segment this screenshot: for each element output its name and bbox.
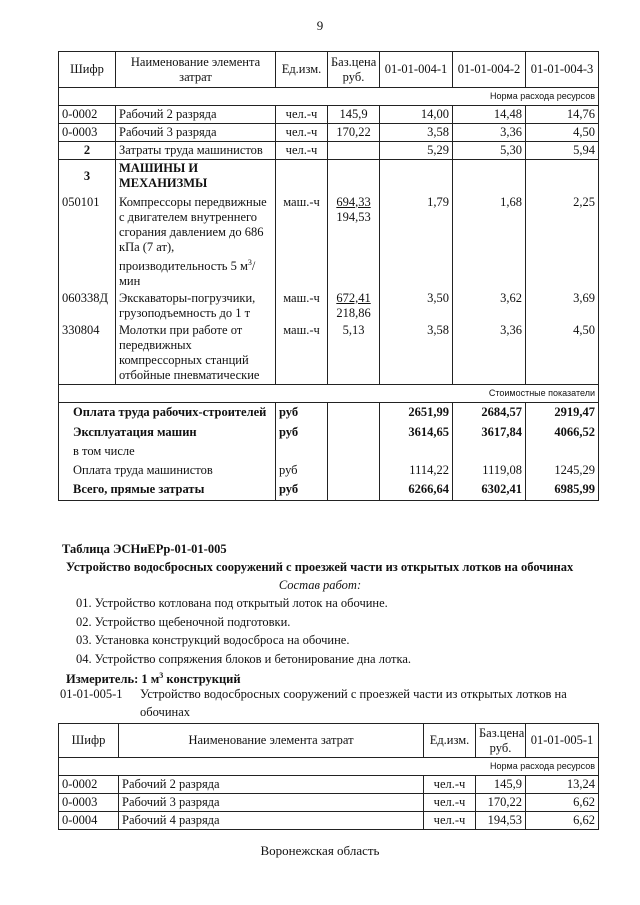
cost-value: 1245,29 [526,460,599,480]
cost-value: 6302,41 [453,480,526,500]
row-unit: чел.-ч [424,794,476,812]
row-price: 145,9 [476,776,526,794]
row-value: 5,29 [380,142,453,160]
row-value: 14,76 [526,106,599,124]
page-footer: Воронежская область [260,843,380,858]
cost-unit: руб [276,480,328,500]
row-value: 1,79 [380,194,453,290]
row-price: 170,22 [476,794,526,812]
cost-unit: руб [276,460,328,480]
header-name: Наименование элемента затрат [119,724,424,758]
section-code: 3 [59,160,116,194]
row-code: 0-0004 [59,812,119,830]
row-code: 0-0002 [59,776,119,794]
table-row [59,322,599,385]
row-value: 1,68 [453,194,526,290]
row-value: 5,30 [453,142,526,160]
row-value: 3,50 [380,290,453,322]
cost-row [59,422,599,442]
row-value: 14,00 [380,106,453,124]
page-number: 9 [316,18,324,33]
row-unit: чел.-ч [276,142,328,160]
section-name: МАШИНЫ И МЕХАНИЗМЫ [116,160,276,194]
row-value: 14,48 [453,106,526,124]
resource-table-1 [58,51,599,501]
item-text: Устройство водосбросных сооружений с проезжей части из открытых лотков на обочинах [140,687,567,719]
cost-row [59,402,599,422]
row-price: 5,13 [328,322,380,385]
row-price: 170,22 [328,124,380,142]
row-value: 4,50 [526,124,599,142]
section-row [59,160,599,194]
cost-value: 1119,08 [453,460,526,480]
cost-row [59,480,599,500]
row-name: Компрессоры передвижные с двигателем внутреннего сгорания давлением до 686 кПа (7 ат), производительность 5 $м^3$/мин [116,194,276,290]
table-row [59,794,599,812]
composition-title: Состав работ: [278,578,362,592]
header-name: Наименование элемента затрат [116,52,276,88]
row-value: 13,24 [526,776,599,794]
cost-value: 6985,99 [526,480,599,500]
cost-value: 2919,47 [526,402,599,422]
row-code: 060338Д [59,290,116,322]
row-value: 5,94 [526,142,599,160]
cost-value: 2684,57 [453,402,526,422]
table-row [59,812,599,830]
cost-value: 2651,99 [380,402,453,422]
table-subtitle: Устройство водосбросных сооружений с проезжей части из открытых лотков на обочинах [66,560,574,574]
cost-label: Стоимостные показатели [59,384,599,402]
cost-row [59,442,599,460]
header-code: Шифр [59,52,116,88]
table-title: Таблица ЭСНиЕРр-01-01-005 [62,542,227,556]
cost-value: 3614,65 [380,422,453,442]
work-item: 04. Устройство сопряжения блоков и бетонирование дна лотка. [76,652,412,666]
table-row [59,290,599,322]
row-value: 3,58 [380,124,453,142]
work-item: 02. Устройство щебеночной подготовки. [76,615,291,629]
row-unit: маш.-ч [276,290,328,322]
row-name: Рабочий 2 разряда [116,106,276,124]
cost-value: 1114,22 [380,460,453,480]
header-price: Баз.цена руб. [476,724,526,758]
cost-value: 4066,52 [526,422,599,442]
row-name: Затраты труда машинистов [116,142,276,160]
row-name: Рабочий 3 разряда [119,794,424,812]
row-price: 672,41 218,86 [328,290,380,322]
cost-name: Эксплуатация машин [59,422,276,442]
item-code: 01-01-005-1 [60,687,123,701]
header-unit: Ед.изм. [424,724,476,758]
row-name: Рабочий 3 разряда [116,124,276,142]
work-item: 01. Устройство котлована под открытый лоток на обочине. [76,596,388,610]
header-col3: 01-01-004-3 [526,52,599,88]
row-value: 2,25 [526,194,599,290]
row-value: 3,36 [453,124,526,142]
row-value: 6,62 [526,794,599,812]
header-code: Шифр [59,724,119,758]
table-row [59,776,599,794]
row-unit: маш.-ч [276,194,328,290]
row-price: 694,33 194,53 [328,194,380,290]
row-value: 6,62 [526,812,599,830]
row-unit: чел.-ч [424,812,476,830]
meter-label: Измеритель: 1 $м^3$ конструкций [66,671,241,687]
row-unit: чел.-ч [276,106,328,124]
cost-name: Оплата труда рабочих-строителей [59,402,276,422]
cost-unit: руб [276,402,328,422]
row-name: Молотки при работе от передвижных компрессорных станций отбойные пневматические [116,322,276,385]
table-row [59,124,599,142]
row-value: 3,62 [453,290,526,322]
row-value: 3,36 [453,322,526,385]
cost-name: в том числе [59,442,276,460]
row-name: Рабочий 4 разряда [119,812,424,830]
row-price: 194,53 [476,812,526,830]
row-unit: чел.-ч [424,776,476,794]
row-value: 3,58 [380,322,453,385]
row-price: 145,9 [328,106,380,124]
cost-value: 3617,84 [453,422,526,442]
table-row [59,194,599,290]
row-code: 0-0002 [59,106,116,124]
row-value: 3,69 [526,290,599,322]
header-col1: 01-01-005-1 [526,724,599,758]
header-price: Баз.цена руб. [328,52,380,88]
row-code: 2 [59,142,116,160]
header-unit: Ед.изм. [276,52,328,88]
row-unit: маш.-ч [276,322,328,385]
row-code: 0-0003 [59,124,116,142]
row-name: Экскаваторы-погрузчики, грузоподъемность до 1 т [116,290,276,322]
work-item: 03. Установка конструкций водосброса на обочине. [76,633,350,647]
cost-value: 6266,64 [380,480,453,500]
cost-name: Всего, прямые затраты [59,480,276,500]
cost-unit: руб [276,422,328,442]
norm-label: Норма расхода ресурсов [59,758,599,776]
header-col1: 01-01-004-1 [380,52,453,88]
header-col2: 01-01-004-2 [453,52,526,88]
row-code: 330804 [59,322,116,385]
table-row [59,106,599,124]
norm-label: Норма расхода ресурсов [59,88,599,106]
row-unit: чел.-ч [276,124,328,142]
table-row-machinist [59,142,599,160]
row-code: 0-0003 [59,794,119,812]
row-code: 050101 [59,194,116,290]
row-value: 4,50 [526,322,599,385]
resource-table-2 [58,723,599,830]
cost-name: Оплата труда машинистов [59,460,276,480]
cost-row [59,460,599,480]
row-name: Рабочий 2 разряда [119,776,424,794]
